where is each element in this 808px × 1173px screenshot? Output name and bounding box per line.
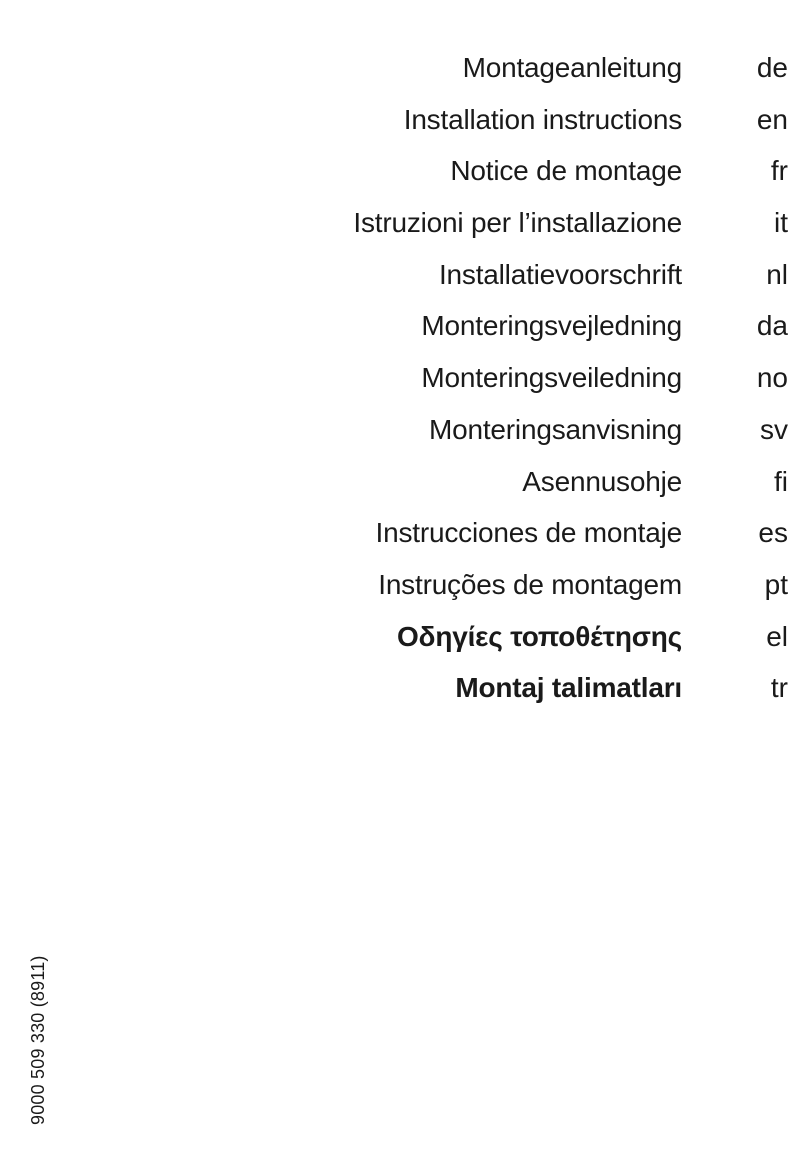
title-text: Οδηγίες τοποθέτησης xyxy=(396,620,682,652)
title-row-it xyxy=(268,197,788,249)
title-text: Montageanleitung xyxy=(462,52,682,83)
title-text: Monteringsveiledning xyxy=(421,362,682,394)
language-title-list xyxy=(268,42,788,714)
document-number: 9000 509 330 (8911) xyxy=(28,955,48,1125)
title-text: Monteringsanvisning xyxy=(428,413,682,445)
language-code: pt xyxy=(764,568,788,600)
language-code: tr xyxy=(770,672,788,704)
title-row-pt xyxy=(268,559,788,611)
title-text: Installation instructions xyxy=(403,103,682,135)
language-code: fi xyxy=(774,465,788,497)
title-row-en xyxy=(268,94,788,146)
language-code: sv xyxy=(760,413,788,445)
language-code: nl xyxy=(766,258,788,290)
title-row-fi xyxy=(268,456,788,508)
title-text: Installatievoorschrift xyxy=(438,258,682,290)
language-code: da xyxy=(756,310,788,342)
language-code: es xyxy=(758,517,788,549)
title-text: Instruções de montagem xyxy=(378,568,682,600)
title-row-sv xyxy=(268,404,788,456)
language-code: el xyxy=(766,620,788,652)
title-text: Asennusohje xyxy=(522,465,682,497)
title-row-no xyxy=(268,352,788,404)
language-code: no xyxy=(756,362,788,394)
language-code: fr xyxy=(770,155,788,187)
title-text: Notice de montage xyxy=(450,155,682,187)
title-row-da xyxy=(268,300,788,352)
title-row-de xyxy=(268,42,788,94)
title-row-fr xyxy=(268,145,788,197)
title-text: Istruzioni per l’installazione xyxy=(353,207,682,239)
title-text: Montaj talimatları xyxy=(455,672,682,704)
language-code: it xyxy=(774,207,788,239)
title-row-nl xyxy=(268,249,788,301)
title-row-es xyxy=(268,507,788,559)
title-row-el xyxy=(268,611,788,663)
title-row-tr xyxy=(268,662,788,714)
language-code: en xyxy=(756,103,788,135)
language-code: de xyxy=(756,52,788,83)
title-text: Instrucciones de montaje xyxy=(375,517,682,549)
title-text: Monteringsvejledning xyxy=(421,310,682,342)
